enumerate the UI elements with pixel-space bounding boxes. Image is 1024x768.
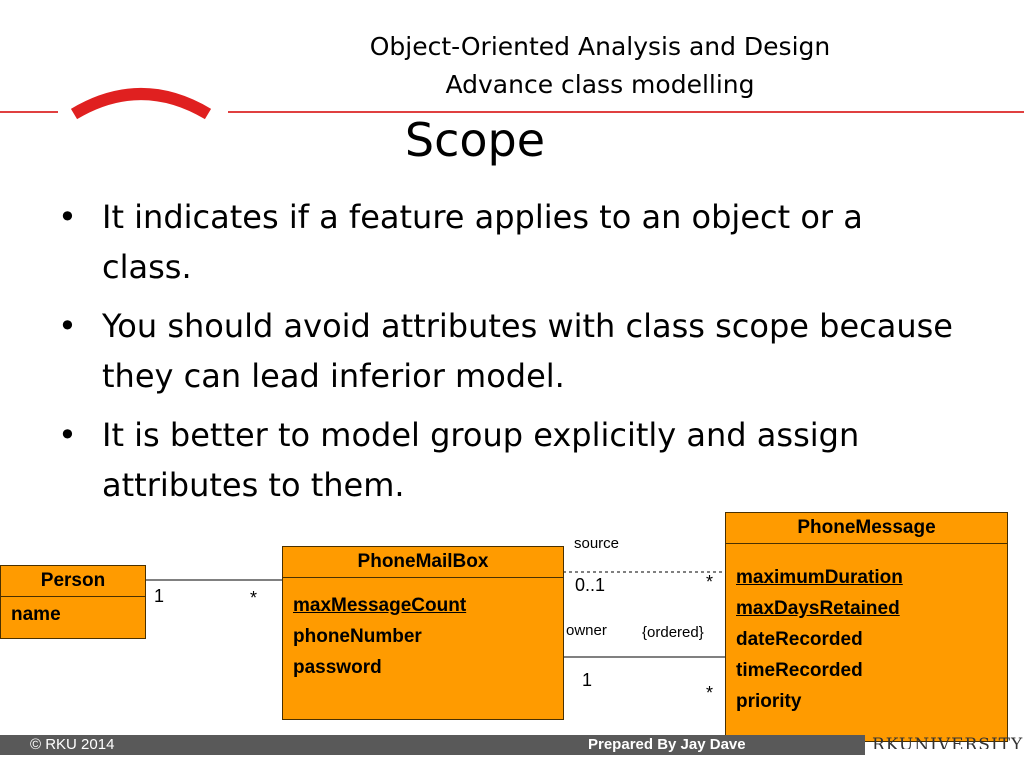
bullet-icon: • xyxy=(58,198,77,236)
attribute: timeRecorded xyxy=(736,660,863,681)
bullet-text: It indicates if a feature applies to an object or a class. xyxy=(102,198,863,286)
attribute: phoneNumber xyxy=(293,626,422,647)
class-phonemailbox xyxy=(282,546,564,720)
class-phonemailbox-name: PhoneMailBox xyxy=(283,547,563,578)
footer-copyright: © RKU 2014 xyxy=(30,736,115,753)
bullet-text: You should avoid attributes with class scope because they can lead inferior model. xyxy=(102,307,953,395)
attribute-class-scope: maximumDuration xyxy=(736,567,903,588)
class-person xyxy=(0,565,146,639)
footer-prepared-by: Prepared By Jay Dave xyxy=(588,736,746,753)
attribute: priority xyxy=(736,691,802,712)
bullet-text: It is better to model group explicitly and assign attributes to them. xyxy=(102,416,860,504)
attribute-class-scope: maxDaysRetained xyxy=(736,598,900,619)
multiplicity-source-mailbox-end: 0..1 xyxy=(575,575,606,595)
multiplicity-owner-mailbox-end: 1 xyxy=(582,670,593,690)
course-title-line2: Advance class modelling xyxy=(445,70,755,99)
attribute-class-scope: maxMessageCount xyxy=(293,595,467,616)
attribute: name xyxy=(11,604,61,625)
attribute: password xyxy=(293,657,382,678)
role-owner: owner xyxy=(566,622,607,639)
class-phonemessage xyxy=(725,512,1008,742)
class-person-name: Person xyxy=(1,566,145,597)
class-person-attributes xyxy=(1,597,145,632)
class-phonemessage-attributes xyxy=(726,544,1007,723)
multiplicity-person-end: 1 xyxy=(154,586,165,606)
bullet-icon: • xyxy=(58,307,77,345)
multiplicity-mailbox-end: * xyxy=(250,588,258,608)
attribute: dateRecorded xyxy=(736,629,863,650)
multiplicity-source-message-end: * xyxy=(706,572,714,592)
class-phonemailbox-attributes xyxy=(283,578,563,689)
role-source: source xyxy=(574,535,620,552)
slide-title: Scope xyxy=(404,113,546,167)
class-phonemessage-name: PhoneMessage xyxy=(726,513,1007,544)
course-title-line1: Object-Oriented Analysis and Design xyxy=(369,32,831,61)
university-logo: RKUNIVERSITY xyxy=(872,735,1024,749)
multiplicity-owner-message-end: * xyxy=(706,683,714,703)
bullet-icon: • xyxy=(58,416,77,454)
constraint-ordered: {ordered} xyxy=(642,624,704,641)
